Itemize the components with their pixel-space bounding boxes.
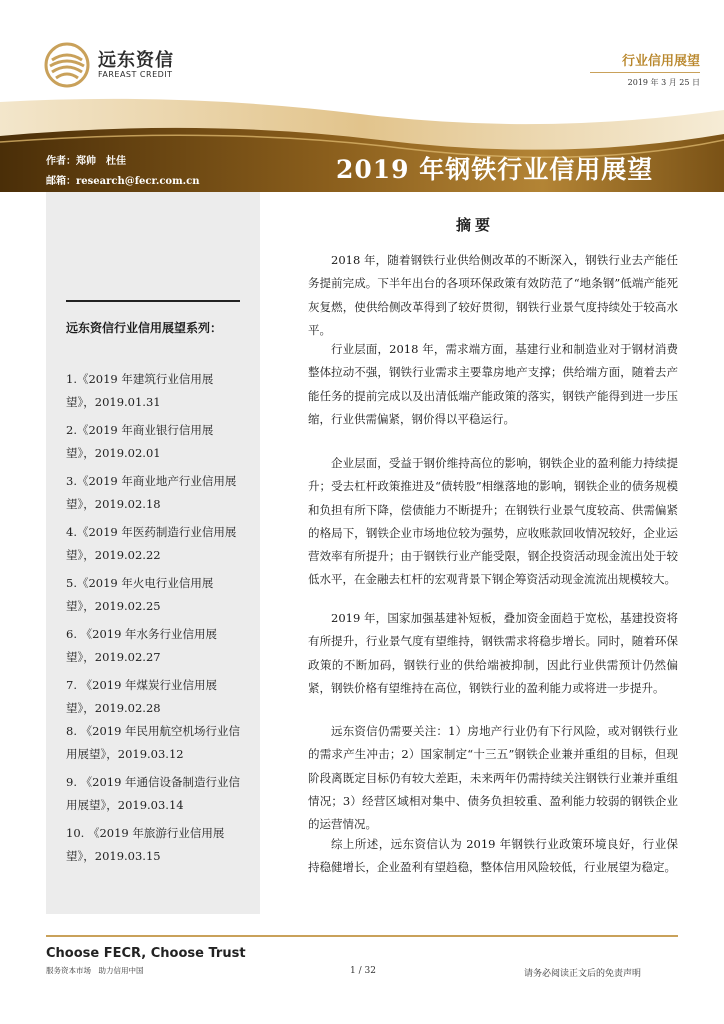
series-item: 10. 《2019 年旅游行业信用展望》，2019.03.15 [66, 826, 225, 863]
abstract-paragraph: 2019 年，国家加强基建补短板，叠加资金面趋于宽松，基建投资将有所提升，行业景气度有望维持，钢铁需求将稳步增长。同时，随着环保政策的不断加码，钢铁行业的供给端被抑制，因此行业供需预计仍然偏紧，钢铁价格有望维持在高位，钢铁行业的盈利能力或将进一步提升。 [308, 611, 678, 695]
disclaimer-note: 请务必阅读正文后的免责声明 [524, 969, 642, 979]
report-date: 2019 年 3 月 25 日 [627, 78, 700, 87]
series-item: 1.《2019 年建筑行业信用展望》，2019.01.31 [66, 372, 214, 409]
authors: 作者：郑帅 杜佳 [46, 156, 126, 167]
series-item: 4.《2019 年医药制造行业信用展望》，2019.02.22 [66, 525, 237, 562]
page-number: 1 / 32 [350, 966, 376, 976]
series-heading: 远东资信行业信用展望系列： [66, 321, 223, 335]
series-item: 9. 《2019 年通信设备制造行业信用展望》，2019.03.14 [66, 775, 241, 812]
abstract-paragraph: 2018 年，随着钢铁行业供给侧改革的不断深入，钢铁行业去产能任务提前完成。下半年出台的各项环保政策有效防范了“地条钢”低端产能死灰复燃，使供给侧改革得到了较好贯彻，钢铁行业景气度持续处于较高水平。 [308, 253, 678, 337]
series-item: 8. 《2019 年民用航空机场行业信用展望》，2019.03.12 [66, 724, 241, 761]
series-item: 5.《2019 年火电行业信用展望》，2019.02.25 [66, 576, 214, 613]
series-item: 6. 《2019 年水务行业信用展望》，2019.02.27 [66, 627, 218, 664]
abstract-heading: 摘要 [456, 216, 495, 234]
series-item: 7. 《2019 年煤炭行业信用展望》，2019.02.28 [66, 678, 218, 715]
footer-slogan-en: Choose FECR, Choose Trust [46, 946, 246, 961]
abstract-paragraph: 综上所述，远东资信认为 2019 年钢铁行业政策环境良好，行业保持稳健增长，企业盈利有望趋稳，整体信用风险较低，行业展望为稳定。 [308, 837, 678, 875]
footer-divider [46, 935, 678, 937]
report-type-label: 行业信用展望 [621, 54, 700, 69]
header-divider [590, 72, 700, 73]
report-title: 2019 年钢铁行业信用展望 [336, 155, 654, 184]
series-item: 2.《2019 年商业银行信用展望》，2019.02.01 [66, 423, 214, 460]
brand-name-en: FAREAST CREDIT [98, 70, 173, 79]
company-logo-icon [44, 42, 90, 88]
footer-slogan-cn: 服务资本市场 助力信用中国 [46, 966, 144, 975]
brand-name-cn: 远东资信 [98, 50, 174, 71]
sidebar-divider [66, 300, 240, 302]
series-item: 3.《2019 年商业地产行业信用展望》，2019.02.18 [66, 474, 237, 511]
abstract-paragraph: 企业层面，受益于钢价维持高位的影响，钢铁企业的盈利能力持续提升；受去杠杆政策推进及“债转股”相继落地的影响，钢铁企业的债务规模和负担有所下降，偿债能力不断提升；在钢铁行业景气度较高、供需偏紧的格局下，钢铁企业市场地位较为强势，应收账款回收情况较好，企业运营效率有所提升；由于钢铁行业产能受限，钢企投资活动现金流出处于较低水平，在金融去杠杆的宏观背景下钢企筹资活动现金流流出规模较大。 [308, 456, 678, 587]
contact-email[interactable]: 邮箱：research@fecr.com.cn [46, 176, 200, 187]
abstract-paragraph: 行业层面，2018 年，需求端方面，基建行业和制造业对于钢材消费整体拉动不强，钢铁行业需求主要靠房地产支撑；供给端方面，随着去产能任务的提前完成以及出清低端产能政策的落实，钢铁产能得到进一步压缩，行业供需偏紧，钢价得以平稳运行。 [308, 342, 678, 426]
abstract-paragraph: 远东资信仍需要关注：1）房地产行业仍有下行风险，或对钢铁行业的需求产生冲击；2）国家制定“十三五”钢铁企业兼并重组的目标，但现阶段离既定目标仍有较大差距，未来两年仍需持续关注钢铁行业兼并重组情况；3）经营区域相对集中、债务负担较重、盈利能力较弱的钢铁企业的运营情况。 [308, 724, 678, 832]
